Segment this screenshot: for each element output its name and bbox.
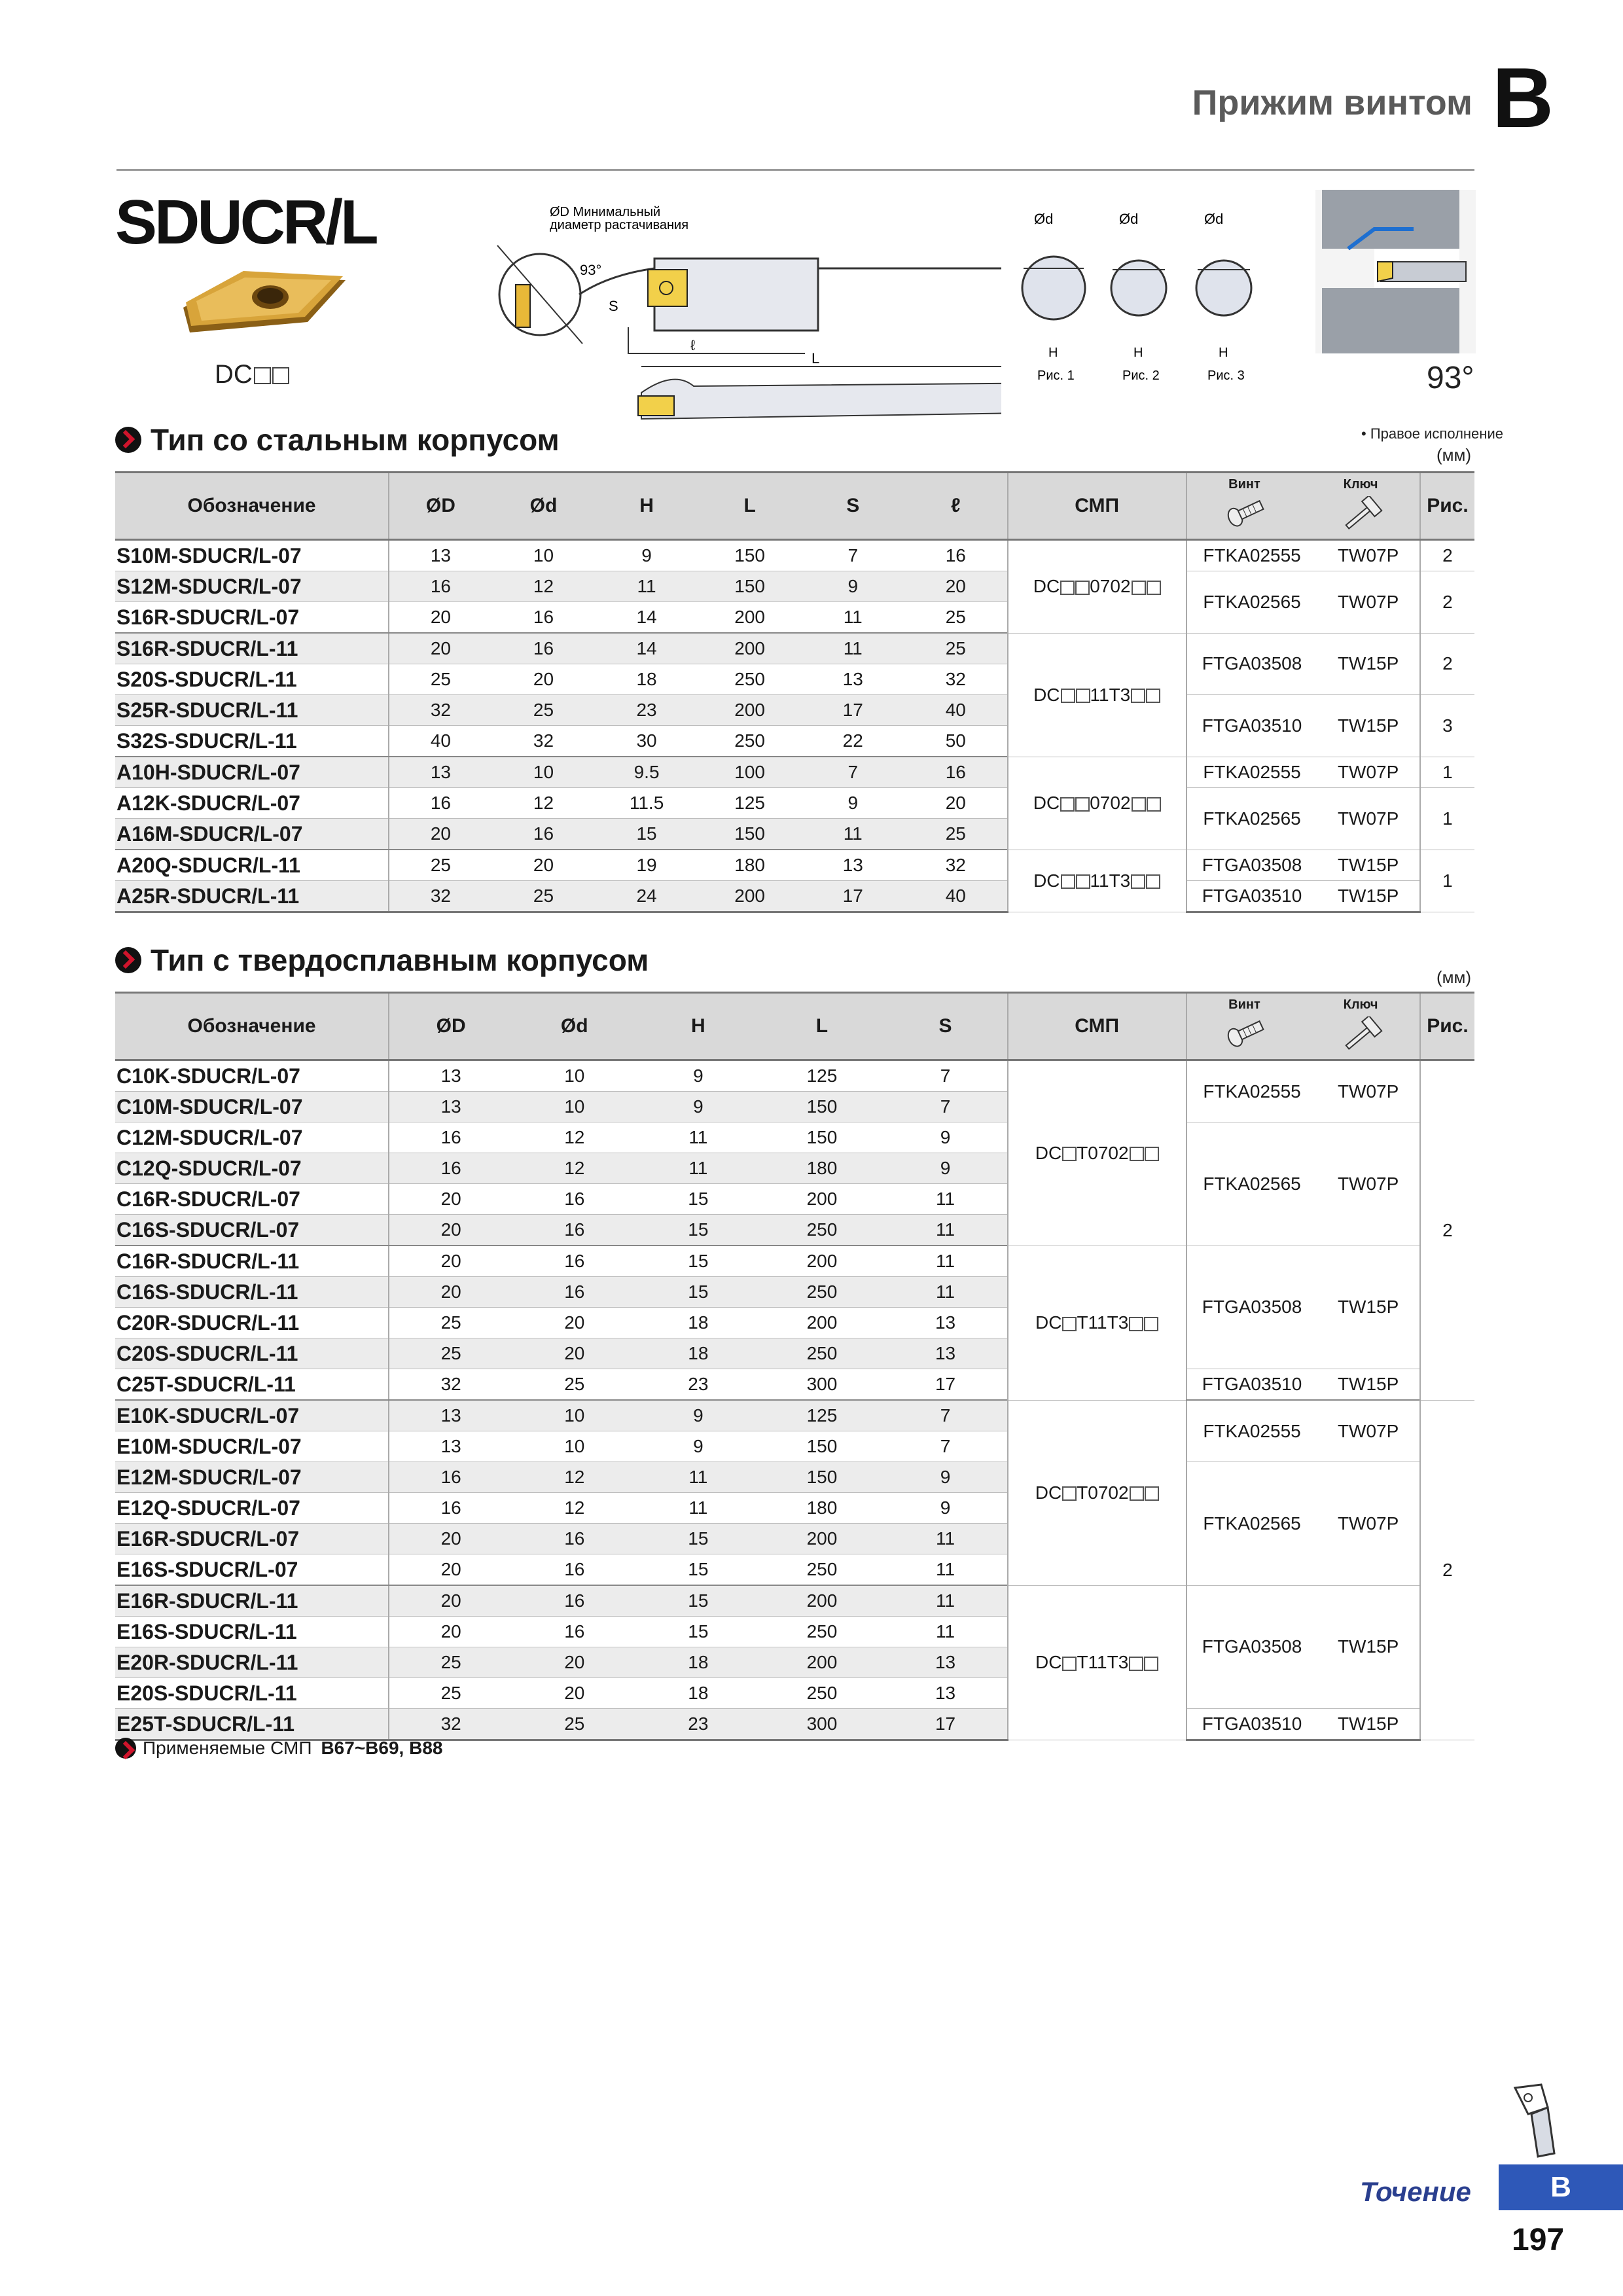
dim-h-label-1: H	[1048, 346, 1058, 360]
col-H: H	[636, 993, 760, 1060]
key-icon	[1338, 1016, 1384, 1056]
dim-l-small-label: ℓ	[690, 337, 696, 353]
min-diameter-label-2: диаметр растачивания	[550, 218, 689, 232]
insert-cell: DC 0702	[1008, 540, 1186, 634]
designation-cell: A12K-SDUCR/L-07	[115, 788, 389, 819]
designation-cell: E25T-SDUCR/L-11	[115, 1709, 389, 1740]
header-rule	[116, 169, 1474, 171]
designation-cell: E20R-SDUCR/L-11	[115, 1647, 389, 1678]
designation-cell: E10M-SDUCR/L-07	[115, 1431, 389, 1462]
steel-spec-table: Обозначение ØD Ød H L S ℓ СМП Винт Ключ Рис. S10M-SDUCR/L-07 13 10 9 150 7 16 DC 0702 FTKA02555 TW07P 2 S12M-SDUCR/L-07 16 12 11 150 9 20 FTKA02565 TW07P 2 S16R-SDUCR/L-07 20 16 14 200 11 25 S16R-SDUCR/L-11 20 16 14 200 11 25 DC 11T3 FTGA03508 TW15P 2 S20S-SDUCR/L-11 25 20 18 250 13 32 S25R-SDUCR/L-11 32 25 23 200 17 40 FTGA03510 TW15P 3 S32S-SDUCR/L-11 40 32 30 250 22 50 A10H-SDUCR/L-07 13 10 9.5 100 7 16 DC 0702 FTKA02555 TW07P 1 A12K-SDUCR/L-07 16 12 11.5 125 9 20 FTKA02565 TW07P 1 A16M-SDUCR/L-07 20 16 15 150 11 25 A20Q-SDUCR/L-11 25 20 19 180 13 32 DC 11T3 FTGA03508 TW15P 1 A25R-SDUCR/L-11 32 25 24 200 17 40 FTGA03510 TW15P	[115, 471, 1474, 913]
col-L: L	[760, 993, 883, 1060]
cross-section-diagrams	[1014, 209, 1289, 393]
right-hand-note: • Правое исполнение	[1361, 425, 1503, 442]
insert-cell: DC T11T3	[1008, 1246, 1186, 1400]
col-S: S	[884, 993, 1008, 1060]
product-title: SDUCR/L	[115, 187, 376, 257]
section-tab[interactable]: B	[1499, 2164, 1623, 2210]
designation-cell: C10M-SDUCR/L-07	[115, 1092, 389, 1122]
designation-cell: S32S-SDUCR/L-11	[115, 726, 389, 757]
designation-cell: A10H-SDUCR/L-07	[115, 757, 389, 788]
designation-cell: C10K-SDUCR/L-07	[115, 1060, 389, 1092]
arrow-icon	[115, 427, 141, 453]
section-title: Прижим винтом	[1192, 83, 1472, 122]
insert-cell: DC T0702	[1008, 1400, 1186, 1585]
col-D: ØD	[389, 473, 492, 540]
designation-cell: S16R-SDUCR/L-11	[115, 633, 389, 664]
insert-cell: DC 0702	[1008, 757, 1186, 850]
designation-cell: C16S-SDUCR/L-07	[115, 1215, 389, 1246]
insert-cell: DC 11T3	[1008, 850, 1186, 912]
min-diameter-label: ØD Минимальный	[550, 205, 661, 219]
designation-cell: E16R-SDUCR/L-11	[115, 1585, 389, 1617]
designation-cell: C16S-SDUCR/L-11	[115, 1277, 389, 1308]
col-designation: Обозначение	[115, 993, 389, 1060]
col-insert: СМП	[1008, 993, 1186, 1060]
page-number: 197	[1512, 2223, 1565, 2257]
angle-label: 93°	[580, 262, 602, 278]
insert-label: DC	[215, 360, 289, 389]
designation-cell: E20S-SDUCR/L-11	[115, 1678, 389, 1709]
dim-L-label: L	[812, 350, 820, 367]
col-D: ØD	[389, 993, 512, 1060]
insert-cell: DC T0702	[1008, 1060, 1186, 1246]
insert-image	[177, 262, 353, 340]
col-l: ℓ	[904, 473, 1008, 540]
col-insert: СМП	[1008, 473, 1186, 540]
fig2-label: Рис. 2	[1122, 368, 1160, 383]
dim-h-label-3: H	[1219, 346, 1228, 360]
insert-cell: DC T11T3	[1008, 1585, 1186, 1740]
dim-s-label: S	[609, 298, 618, 314]
col-fig: Рис.	[1420, 473, 1474, 540]
designation-cell: E10K-SDUCR/L-07	[115, 1400, 389, 1431]
designation-cell: E16S-SDUCR/L-11	[115, 1617, 389, 1647]
tool-diagram	[478, 196, 1001, 439]
designation-cell: C16R-SDUCR/L-11	[115, 1246, 389, 1277]
col-tools: Винт Ключ	[1186, 473, 1420, 540]
screw-icon	[1222, 1016, 1268, 1049]
designation-cell: S12M-SDUCR/L-07	[115, 571, 389, 602]
designation-cell: S20S-SDUCR/L-11	[115, 664, 389, 695]
col-H: H	[595, 473, 698, 540]
screw-icon	[1222, 496, 1268, 529]
designation-cell: A20Q-SDUCR/L-11	[115, 850, 389, 881]
designation-cell: C12Q-SDUCR/L-07	[115, 1153, 389, 1184]
designation-cell: S10M-SDUCR/L-07	[115, 540, 389, 571]
steel-heading: Тип со стальным корпусом	[115, 422, 560, 457]
section-name: Точение	[1360, 2176, 1471, 2207]
dim-d-label-1: Ød	[1034, 211, 1054, 227]
designation-cell: S25R-SDUCR/L-11	[115, 695, 389, 726]
col-designation: Обозначение	[115, 473, 389, 540]
designation-cell: E16R-SDUCR/L-07	[115, 1524, 389, 1554]
carbide-spec-table: Обозначение ØD Ød H L S СМП Винт Ключ Рис. C10K-SDUCR/L-07 13 10 9 125 7 DC T0702 FTKA02555 TW07P 2 C10M-SDUCR/L-07 13 10 9 150 7 C12M-SDUCR/L-07 16 12 11 150 9 FTKA02565 TW07P C12Q-SDUCR/L-07 16 12 11 180 9 C16R-SDUCR/L-07 20 16 15 200 11 C16S-SDUCR/L-07 20 16 15 250 11 C16R-SDUCR/L-11 20 16 15 200 11 DC T11T3 FTGA03508 TW15P C16S-SDUCR/L-11 20 16 15 250 11 C20R-SDUCR/L-11 25 20 18 200 13 C20S-SDUCR/L-11 25 20 18 250 13 C25T-SDUCR/L-11 32 25 23 300 17 FTGA03510 TW15P E10K-SDUCR/L-07 13 10 9 125 7 DC T0702 FTKA02555 TW07P 2 E10M-SDUCR/L-07 13 10 9 150 7 E12M-SDUCR/L-07 16 12 11 150 9 FTKA02565 TW07P E12Q-SDUCR/L-07 16 12 11 180 9 E16R-SDUCR/L-07 20 16 15 200 11 E16S-SDUCR/L-07 20 16 15 250 11 E16R-SDUCR/L-11 20 16 15 200 11 DC T11T3 FTGA03508 TW15P E16S-SDUCR/L-11 20 16 15 250 11 E20R-SDUCR/L-11 25 20 18 200 13 E20S-SDUCR/L-11 25 20 18 250 13 E25T-SDUCR/L-11 32 25 23 300 17 FTGA03510 TW15P	[115, 992, 1474, 1741]
fig3-label: Рис. 3	[1207, 368, 1245, 383]
approach-angle-label: 93°	[1427, 361, 1474, 395]
fig1-label: Рис. 1	[1037, 368, 1075, 383]
key-icon	[1338, 496, 1384, 535]
insert-cell: DC 11T3	[1008, 633, 1186, 757]
machining-illustration	[1315, 190, 1476, 353]
designation-cell: S16R-SDUCR/L-07	[115, 602, 389, 634]
designation-cell: C12M-SDUCR/L-07	[115, 1122, 389, 1153]
carbide-heading: Тип с твердосплавным корпусом	[115, 942, 649, 978]
carbide-unit: (мм)	[1436, 967, 1472, 987]
designation-cell: E12M-SDUCR/L-07	[115, 1462, 389, 1493]
col-S: S	[801, 473, 904, 540]
designation-cell: C25T-SDUCR/L-11	[115, 1369, 389, 1401]
designation-cell: E12Q-SDUCR/L-07	[115, 1493, 389, 1524]
steel-unit: (мм)	[1436, 445, 1472, 465]
col-fig: Рис.	[1420, 993, 1474, 1060]
applicable-inserts-link[interactable]: Применяемые СМП B67~B69, B88	[115, 1738, 442, 1759]
designation-cell: A25R-SDUCR/L-11	[115, 881, 389, 912]
arrow-icon	[115, 1738, 136, 1759]
dim-d-label-3: Ød	[1204, 211, 1224, 227]
col-tools: Винт Ключ	[1186, 993, 1420, 1060]
arrow-icon	[115, 947, 141, 973]
designation-cell: C20S-SDUCR/L-11	[115, 1338, 389, 1369]
col-d: Ød	[512, 993, 636, 1060]
designation-cell: C16R-SDUCR/L-07	[115, 1184, 389, 1215]
dim-d-label-2: Ød	[1119, 211, 1139, 227]
section-letter: B	[1492, 50, 1551, 145]
col-d: Ød	[492, 473, 596, 540]
designation-cell: C20R-SDUCR/L-11	[115, 1308, 389, 1338]
designation-cell: E16S-SDUCR/L-07	[115, 1554, 389, 1586]
dim-h-label-2: H	[1133, 346, 1143, 360]
col-L: L	[698, 473, 802, 540]
designation-cell: A16M-SDUCR/L-07	[115, 819, 389, 850]
turning-tool-icon	[1502, 2081, 1574, 2160]
